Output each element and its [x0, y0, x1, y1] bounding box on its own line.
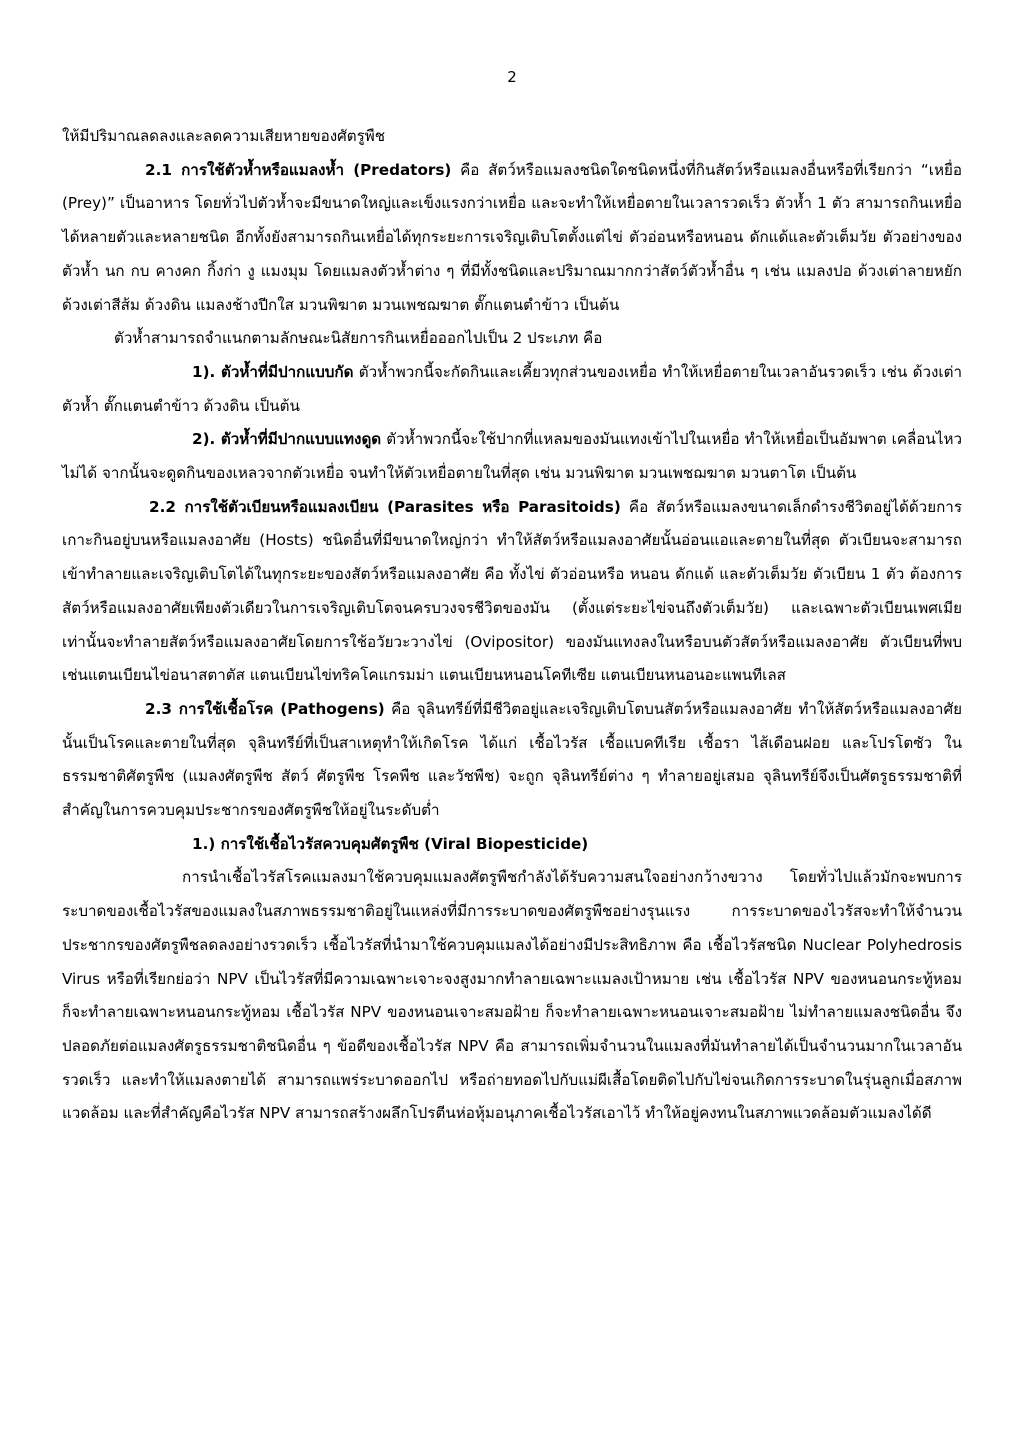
section-2-1-heading: 2.1 การใช้ตัวห้ำหรือแมลงห้ำ (Predators) [145, 160, 452, 179]
predator-type-2-text: ตัวห้ำพวกนี้จะใช้ปากที่แหลมของมันแทงเข้าไปในเหยื่อ ทำให้เหยื่อเป็นอัมพาต เคลื่อนไหวไม่ได้ จากนั้นจะดูดกินของเหลวจากตัวเหยื่อ จนทำให้ตัวเหยื่อตายในที่สุด เช่น มวนพิฆาต มวนเพชฌฆาต มวนตาโต เป็นต้น [62, 430, 962, 483]
viral-biopesticide-paragraph: การนำเชื้อไวรัสโรคแมลงมาใช้ควบคุมแมลงศัตรูพืชกำลังได้รับความสนใจอย่างกว้างขวาง โดยทั่วไปแล้วมักจะพบการระบาดของเชื้อไวรัสของแมลงในสภาพธรรมชาติอยู่ในแหล่งที่มีการระบาดของศัตรูพืชอย่างรุนแรง การระบาดของไวรัสจะทำให้จำนวนประชากรของศัตรูพืชลดลงอย่างรวดเร็ว เชื้อไวรัสที่นำมาใช้ควบคุมแมลงได้อย่างมีประสิทธิภาพ คือ เชื้อไวรัสชนิด Nuclear Polyhedrosis Virus หรือที่เรียกย่อว่า NPV เป็นไวรัสที่มีความเฉพาะเจาะจงสูงมากทำลายเฉพาะแมลงเป้าหมาย เช่น เชื้อไวรัส NPV ของหนอนกระทู้หอม ก็จะทำลายเฉพาะหนอนกระทู้หอม เชื้อไวรัส NPV ของหนอนเจาะสมอฝ้าย ก็จะทำลายเฉพาะหนอนเจาะสมอฝ้าย ไม่ทำลายแมลงชนิดอื่น จึงปลอดภัยต่อแมลงศัตรูธรรมชาติชนิดอื่น ๆ ข้อดีของเชื้อไวรัส NPV คือ สามารถเพิ่มจำนวนในแมลงที่มันทำลายได้เป็นจำนวนมากในเวลาอันรวดเร็ว และทำให้แมลงตายได้ สามารถแพร่ระบาดออกไป หรือถ่ายทอดไปกับแม่ผีเสื้อโดยติดไปกับไข่จนเกิดการระบาดในรุ่นลูกเมื่อสภาพแวดล้อม และที่สำคัญคือไวรัส NPV สามารถสร้างผลึกโปรตีนห่อหุ้มอนุภาคเชื้อไวรัสเอาไว้ ทำให้อยู่คงทนในสภาพแวดล้อมตัวแมลงได้ดี [62, 868, 962, 1123]
predator-classification-intro: ตัวห้ำสามารถจำแนกตามลักษณะนิสัยการกินเหยื่อออกไปเป็น 2 ประเภท คือ [114, 329, 603, 348]
section-2-3-heading: 2.3 การใช้เชื้อโรค (Pathogens) [145, 699, 385, 718]
section-2-1-paragraph [62, 154, 962, 323]
predator-type-1-text: ตัวห้ำพวกนี้จะกัดกินและเคี้ยวทุกส่วนของเหยื่อ ทำให้เหยื่อตายในเวลาอันรวดเร็ว เช่น ด้วงเต่าตัวห้ำ ตั๊กแตนตำข้าว ด้วงดิน เป็นต้น [62, 362, 962, 415]
section-2-2-paragraph [62, 491, 962, 693]
predator-type-2-paragraph [62, 423, 962, 490]
section-2-2-heading: 2.2 การใช้ตัวเบียนหรือแมลงเบียน (Parasites หรือ Parasitoids) [149, 497, 621, 516]
page-number: 2 [507, 68, 517, 86]
predator-type-2-label: 2). ตัวห้ำที่มีปากแบบแทงดูด [192, 430, 382, 449]
document-body [62, 120, 962, 1131]
section-2-3-text: คือ จุลินทรีย์ที่มีชีวิตอยู่และเจริญเติบโตบนสัตว์หรือแมลงอาศัย ทำให้สัตว์หรือแมลงอาศัยนั้นเป็นโรคและตายในที่สุด จุลินทรีย์ที่เป็นสาเหตุทำให้เกิดโรค ได้แก่ เชื้อไวรัส เชื้อแบคทีเรีย เชื้อรา ไส้เดือนฝอย และโปรโตซัว ในธรรมชาติศัตรูพืช (แมลงศัตรูพืช สัตว์ ศัตรูพืช โรคพืช และวัชพืช) จะถูก จุลินทรีย์ต่าง ๆ ทำลายอยู่เสมอ จุลินทรีย์จึงเป็นศัตรูธรรมชาติที่สำคัญในการควบคุมประชากรของศัตรูพืชให้อยู่ในระดับต่ำ [62, 699, 962, 820]
section-2-2-text: คือ สัตว์หรือแมลงขนาดเล็กดำรงชีวิตอยู่ได้ด้วยการเกาะกินอยู่บนหรือแมลงอาศัย (Hosts) ชนิดอื่นที่มีขนาดใหญ่กว่า ทำให้สัตว์หรือแมลงอาศัยนั้นอ่อนแอและตายในที่สุด ตัวเบียนจะสามารถเข้าทำลายและเจริญเติบโตได้ในทุกระยะของสัตว์หรือแมลงอาศัย คือ ทั้งไข่ ตัวอ่อนหรือ หนอน ดักแด้ และตัวเต็มวัย ตัวเบียน 1 ตัว ต้องการสัตว์หรือแมลงอาศัยเพียงตัวเดียวในการเจริญเติบโตจนครบวงจรชีวิตของมัน (ตั้งแต่ระยะไข่จนถึงตัวเต็มวัย) และเฉพาะตัวเบียนเพศเมียเท่านั้นจะทำลายสัตว์หรือแมลงอาศัยโดยการใช้อวัยวะวางไข่ (Ovipositor) ของมันแทงลงในหรือบนตัวสัตว์หรือแมลงอาศัย ตัวเบียนที่พบเช่นแตนเบียนไข่อนาสตาตัส แตนเบียนไข่ทริคโคแกรมม่า แตนเบียนหนอนโคทีเซีย แตนเบียนหนอนอะแพนทีเลส [62, 497, 962, 685]
section-2-1-text: คือ สัตว์หรือแมลงชนิดใดชนิดหนึ่งที่กินสัตว์หรือแมลงอื่นหรือที่เรียกว่า “เหยื่อ (Prey)” เป็นอาหาร โดยทั่วไปตัวห้ำจะมีขนาดใหญ่และเข็งแรงกว่าเหยื่อ และจะทำให้เหยื่อตายในเวลารวดเร็ว ตัวห้ำ 1 ตัว สามารถกินเหยื่อได้หลายตัวและหลายชนิด อีกทั้งยังสามารถกินเหยื่อได้ทุกระยะการเจริญเติบโตตั้งแต่ไข่ ตัวอ่อนหรือหนอน ดักแด้และตัวเต็มวัย ตัวอย่างของตัวห้ำ นก กบ คางคก กิ้งก่า งู แมงมุม โดยแมลงตัวห้ำต่าง ๆ ที่มีทั้งชนิดและปริมาณมากกว่าสัตว์ตัวห้ำอื่น ๆ เช่น แมลงปอ ด้วงเต่าลายหยัก ด้วงเต่าสีส้ม ด้วงดิน แมลงช้างปีกใส มวนพิฆาต มวนเพชฌฆาต ตั๊กแตนตำข้าว เป็นต้น [62, 160, 963, 314]
predator-type-1-paragraph [62, 356, 962, 423]
section-2-3-paragraph [62, 693, 962, 828]
viral-heading-text: 1.) การใช้เชื้อไวรัสควบคุมศัตรูพืช (Viral Biopesticide) [192, 834, 589, 853]
continuation-paragraph: ให้มีปริมาณลดลงและลดความเสียหายของศัตรูพืช [62, 127, 386, 145]
viral-biopesticide-heading [62, 828, 962, 862]
predator-type-1-label: 1). ตัวห้ำที่มีปากแบบกัด [192, 362, 354, 381]
